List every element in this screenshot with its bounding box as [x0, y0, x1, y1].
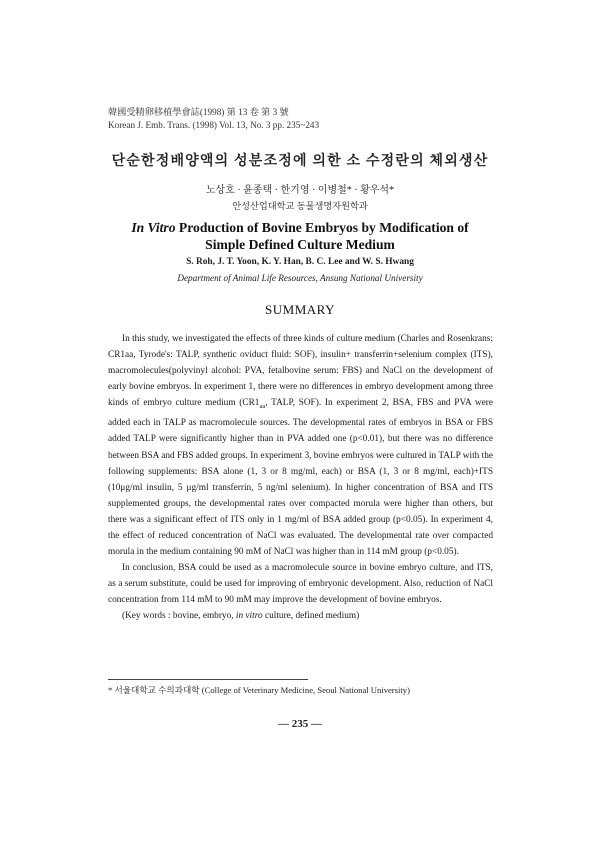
english-title: [0, 219, 600, 253]
journal-line-korean: 韓國受精卵移植學會誌(1998) 第 13 卷 第 3 號: [108, 107, 289, 117]
korean-affiliation: 안성산업대학교 동물생명자원학과: [232, 201, 368, 211]
page-number: — 235 —: [278, 718, 322, 730]
korean-authors: 노상호 · 윤종택 · 한기영 · 이병철* · 황우석*: [205, 185, 395, 196]
english-title-italic: In Vitro: [131, 220, 176, 235]
english-title-line-1-rest: Production of Bovine Embryos by Modification of: [175, 220, 469, 235]
footnote: * 서울대학교 수의과대학 (College of Veterinary Medicine, Seoul National University): [108, 685, 410, 695]
english-title-line-2: Simple Defined Culture Medium: [205, 237, 395, 252]
keywords-italic: in vitro: [235, 611, 263, 622]
abstract-p1-subscript: aa: [259, 403, 266, 411]
abstract-paragraph-1: [108, 331, 493, 560]
english-authors: S. Roh, J. T. Yoon, K. Y. Han, B. C. Lee and W. S. Hwang: [186, 257, 414, 267]
keywords-suffix: culture, defined medium): [262, 611, 360, 622]
abstract-p1-part-b: , TALP, SOF). In experiment 2, BSA, FBS and PVA were added each in TALP as macromolecule sources. The developmental rates of embryos in BSA or FBS added TALP were significantly higher than in PVA added one (p<0.01), but there was no difference between BSA and FBS added groups. In experiment 3, bovine embryos were cultured in TALP with the following supplements: BSA alone (1, 3 or 8 mg/ml, each) or BSA (1, 3 or 8 mg/ml, each)+ITS (10μg/ml insulin, 5 μg/ml transferrin, 5 ng/ml selenium). In higher concentration of BSA and ITS supplemented groups, the developmental rates over compacted morula were higher than others, but there was a significant effect of ITS only in 1 mg/ml of BSA added group (p<0.05). In experiment 4, the effect of reduced concentration of NaCl was evaluated. The developmental rate over compacted morula in the medium containing 90 mM of NaCl was higher than in 114 mM group (p<0.05).: [108, 398, 494, 558]
abstract-body: [108, 331, 493, 625]
korean-title: 단순한정배양액의 성분조정에 의한 소 수정란의 체외생산: [111, 154, 489, 169]
summary-heading: SUMMARY: [265, 302, 335, 317]
abstract-p1-part-a: In this study, we investigated the effects of three kinds of culture medium (Charles and Rosenkrans: CR1aa, Tyrode's: TALP, synthetic oviduct fluid: SOF), insulin+ transferrin+selenium complex (ITS), macromolecules(polyvinyl alcohol: PVA, fetalbovine serum: FBS) and NaCl on the development of early bovine embryos. In experiment 1, there were no differences in embryo development among three kinds of embryo culture medium (CR1: [108, 334, 494, 409]
english-affiliation: Department of Animal Life Resources, Ansung National University: [177, 273, 423, 283]
abstract-paragraph-2: In conclusion, BSA could be used as a macromolecule source in bovine embryo culture, and ITS, as a serum substitute, could be used for improving of embryonic development. Also, reduction of NaCl concentration from 114 mM to 90 mM may improve the development of bovine embryos.: [108, 563, 493, 606]
keywords-prefix: (Key words : bovine, embryo,: [122, 611, 236, 622]
journal-header: [108, 106, 319, 131]
english-title-line-1: [0, 219, 600, 236]
keywords: [108, 608, 493, 624]
footnote-rule: [108, 679, 308, 680]
journal-line-english: Korean J. Emb. Trans. (1998) Vol. 13, No. 3 pp. 235~243: [108, 119, 320, 130]
